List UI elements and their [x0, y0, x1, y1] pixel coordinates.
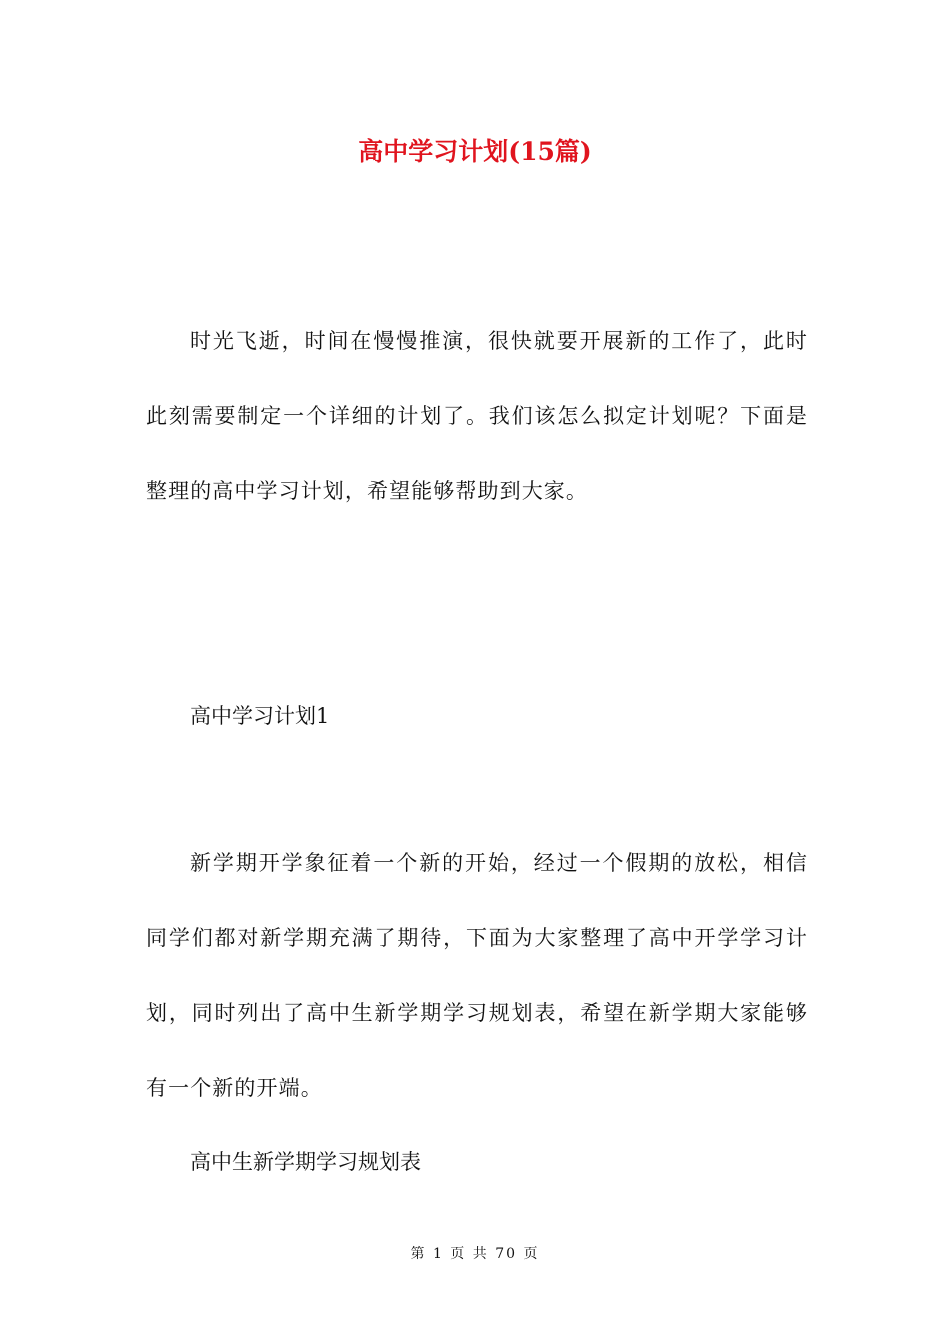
page-number-footer: 第 1 页 共 70 页: [410, 1246, 540, 1262]
subheading: 高中生新学期学习规划表: [190, 1150, 421, 1174]
document-title: 高中学习计划(15篇): [358, 137, 592, 166]
section-paragraph: 新学期开学象征着一个新的开始，经过一个假期的放松，相信同学们都对新学期充满了期待，下面为大家整理了高中开学学习计划，同时列出了高中生新学期学习规划表，希望在新学期大家能够有一个新的开端。: [146, 851, 808, 1100]
intro-paragraph: 时光飞逝，时间在慢慢推演，很快就要开展新的工作了，此时此刻需要制定一个详细的计划了。我们该怎么拟定计划呢？下面是整理的高中学习计划，希望能够帮助到大家。: [146, 329, 808, 503]
section-heading: 高中学习计划1: [190, 704, 330, 728]
